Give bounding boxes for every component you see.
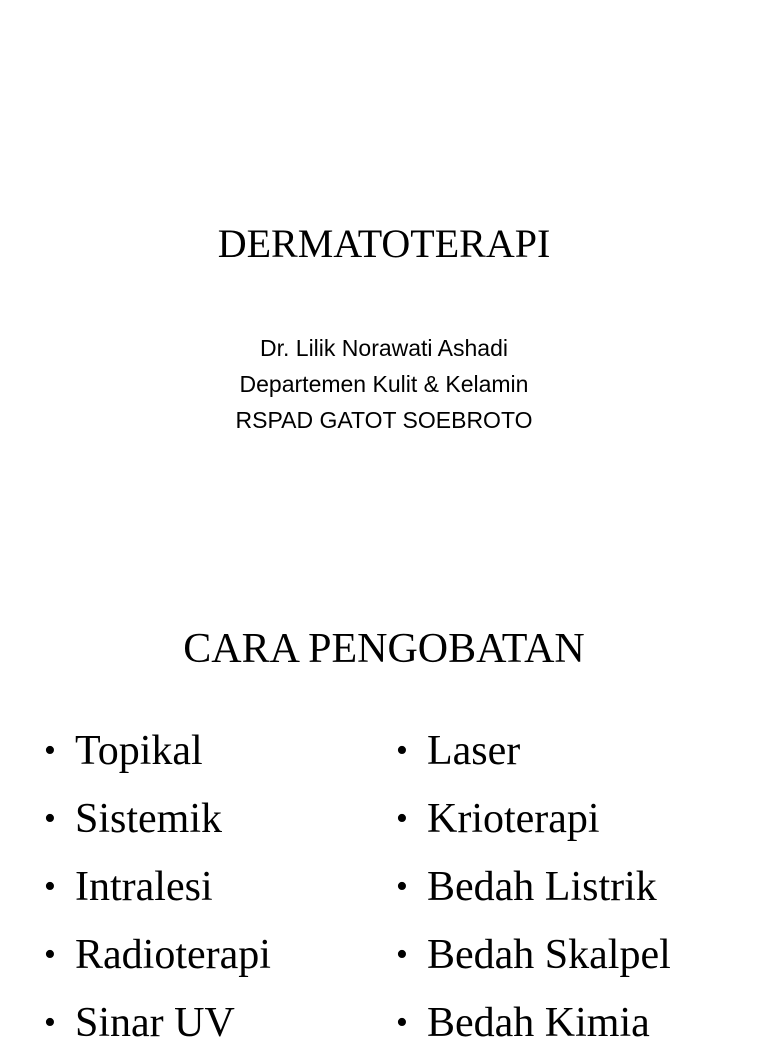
bullet-icon: • — [44, 936, 56, 973]
list-item — [396, 989, 671, 1057]
treatment-list-left — [44, 717, 271, 1057]
list-item-label: Topikal — [75, 728, 203, 774]
slide-title-dermatoterapi: DERMATOTERAPI — [217, 221, 551, 266]
list-item — [44, 717, 271, 785]
list-item — [44, 921, 271, 989]
list-item — [396, 921, 671, 989]
bullet-icon: • — [396, 868, 408, 905]
author-info — [0, 330, 768, 438]
bullet-icon: • — [44, 868, 56, 905]
treatment-list-right — [396, 717, 671, 1057]
bullet-icon: • — [396, 1004, 408, 1041]
list-item-label: Sistemik — [75, 796, 223, 842]
list-item — [396, 785, 671, 853]
bullet-icon: • — [44, 1004, 56, 1041]
bullet-icon: • — [396, 732, 408, 769]
list-item-label: Bedah Kimia — [427, 1000, 650, 1046]
list-item — [44, 853, 271, 921]
list-item-label: Intralesi — [75, 864, 213, 910]
list-item-label: Sinar UV — [75, 1000, 235, 1046]
list-item — [44, 785, 271, 853]
bullet-icon: • — [44, 800, 56, 837]
list-item-label: Bedah Listrik — [427, 864, 657, 910]
bullet-icon: • — [44, 732, 56, 769]
list-item — [44, 989, 271, 1057]
bullet-icon: • — [396, 800, 408, 837]
hospital-name: RSPAD GATOT SOEBROTO — [235, 407, 533, 433]
list-item-label: Bedah Skalpel — [427, 932, 671, 978]
department-name: Departemen Kulit & Kelamin — [239, 371, 529, 397]
list-item-label: Laser — [427, 728, 521, 774]
bullet-icon: • — [396, 936, 408, 973]
list-item — [396, 717, 671, 785]
list-item — [396, 853, 671, 921]
list-item-label: Krioterapi — [427, 796, 600, 842]
author-name: Dr. Lilik Norawati Ashadi — [260, 335, 508, 361]
slide-title-cara-pengobatan: CARA PENGOBATAN — [183, 626, 585, 672]
list-item-label: Radioterapi — [75, 932, 271, 978]
